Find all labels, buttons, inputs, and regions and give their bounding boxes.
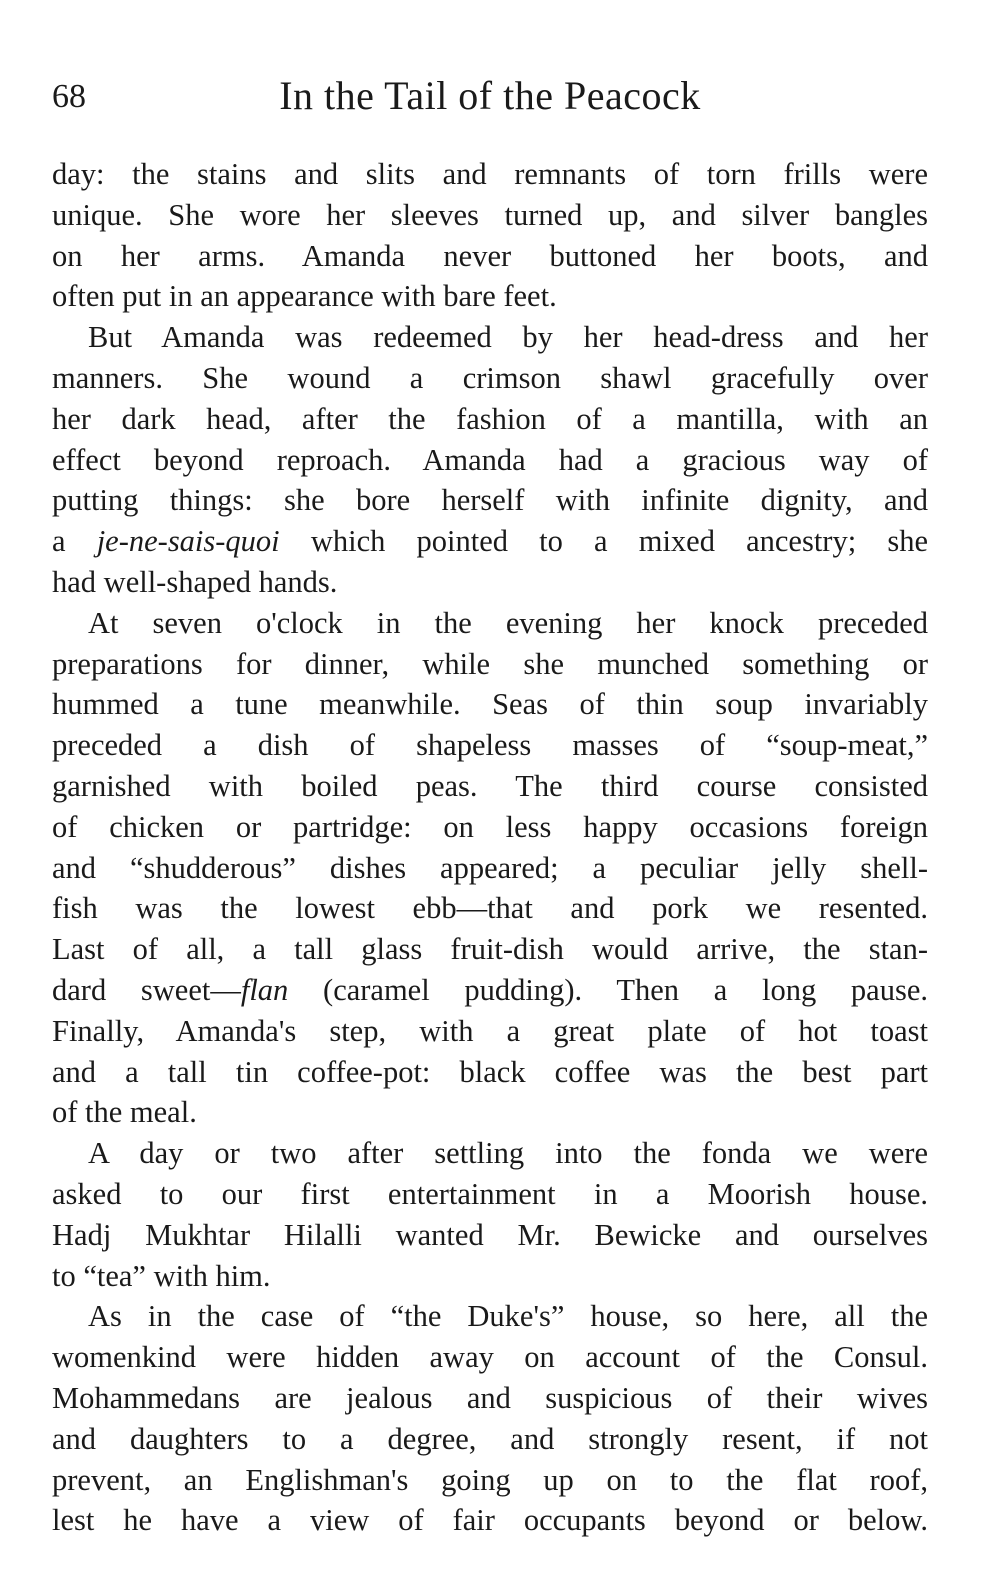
text-line bbox=[52, 1419, 928, 1460]
text-segment: Hadj Mukhtar Hilalli wanted Mr. Bewicke and ourselves bbox=[52, 1217, 928, 1252]
text-line bbox=[52, 1378, 928, 1419]
text-segment: lest he have a view of fair occupants beyond or below. bbox=[52, 1503, 928, 1538]
text-segment: Last of all, a tall glass fruit-dish would arrive, the stan- bbox=[52, 932, 928, 967]
text-segment: manners. She wound a crimson shawl gracefully over bbox=[52, 360, 928, 395]
text-line bbox=[52, 317, 928, 358]
text-segment: on her arms. Amanda never buttoned her boots, and bbox=[52, 238, 928, 273]
text-line bbox=[52, 807, 928, 848]
text-line bbox=[52, 848, 928, 889]
text-line bbox=[52, 1052, 928, 1093]
text-segment: to “tea” with him. bbox=[52, 1258, 271, 1293]
text-line bbox=[52, 1011, 928, 1052]
text-segment: As in the case of “the Duke's” house, so here, all the bbox=[88, 1299, 928, 1334]
italic-text: je-ne-sais-quoi bbox=[96, 524, 280, 559]
text-segment: But Amanda was redeemed by her head-dress and her bbox=[88, 320, 928, 355]
text-segment: prevent, an Englishman's going up on to the flat roof, bbox=[52, 1462, 928, 1497]
text-line bbox=[52, 276, 928, 317]
text-line bbox=[52, 644, 928, 685]
text-line bbox=[52, 1460, 928, 1501]
text-line bbox=[52, 1256, 928, 1297]
text-line bbox=[52, 1215, 928, 1256]
text-line bbox=[52, 236, 928, 277]
text-line bbox=[52, 1337, 928, 1378]
body-text bbox=[52, 154, 928, 1541]
text-segment: garnished with boiled peas. The third course consisted bbox=[52, 768, 928, 803]
text-line bbox=[52, 358, 928, 399]
text-line bbox=[52, 521, 928, 562]
text-segment: often put in an appearance with bare feet. bbox=[52, 279, 557, 314]
text-line bbox=[52, 684, 928, 725]
text-segment: A day or two after settling into the fonda we were bbox=[88, 1136, 928, 1171]
text-line bbox=[52, 154, 928, 195]
text-line bbox=[52, 1500, 928, 1541]
text-segment: effect beyond reproach. Amanda had a gracious way of bbox=[52, 442, 928, 477]
text-line bbox=[52, 603, 928, 644]
text-segment: Finally, Amanda's step, with a great plate of hot toast bbox=[52, 1013, 928, 1048]
text-segment: preparations for dinner, while she munched something or bbox=[52, 646, 928, 681]
text-line bbox=[52, 970, 928, 1011]
text-line bbox=[52, 1133, 928, 1174]
text-line bbox=[52, 562, 928, 603]
text-line bbox=[52, 1092, 928, 1133]
text-segment: At seven o'clock in the evening her knock preceded bbox=[88, 605, 928, 640]
text-segment: had well-shaped hands. bbox=[52, 564, 338, 599]
text-line bbox=[52, 766, 928, 807]
text-line bbox=[52, 929, 928, 970]
text-segment: dard sweet— bbox=[52, 972, 241, 1007]
text-segment: (caramel pudding). Then a long pause. bbox=[288, 972, 928, 1007]
text-segment: and a tall tin coffee-pot: black coffee was the best part bbox=[52, 1054, 928, 1089]
text-segment: hummed a tune meanwhile. Seas of thin soup invariably bbox=[52, 687, 928, 722]
text-line bbox=[52, 1296, 928, 1337]
text-line bbox=[52, 1174, 928, 1215]
italic-text: flan bbox=[240, 972, 289, 1007]
text-segment: fish was the lowest ebb—that and pork we resented. bbox=[52, 891, 928, 926]
text-line bbox=[52, 399, 928, 440]
page-number: 68 bbox=[52, 78, 86, 115]
text-segment: womenkind were hidden away on account of the Consul. bbox=[52, 1340, 928, 1375]
text-segment: asked to our first entertainment in a Moorish house. bbox=[52, 1176, 928, 1211]
text-segment: which pointed to a mixed ancestry; she bbox=[279, 524, 928, 559]
text-segment: her dark head, after the fashion of a mantilla, with an bbox=[52, 401, 928, 436]
text-segment: and daughters to a degree, and strongly resent, if not bbox=[52, 1421, 928, 1456]
text-segment: putting things: she bore herself with infinite dignity, and bbox=[52, 483, 928, 518]
text-segment: a bbox=[52, 524, 97, 559]
text-segment: of chicken or partridge: on less happy occasions foreign bbox=[52, 809, 928, 844]
text-segment: of the meal. bbox=[52, 1095, 197, 1130]
text-segment: preceded a dish of shapeless masses of “soup-meat,” bbox=[52, 728, 928, 763]
text-segment: and “shudderous” dishes appeared; a peculiar jelly shell- bbox=[52, 850, 928, 885]
text-line bbox=[52, 725, 928, 766]
text-line bbox=[52, 195, 928, 236]
text-segment: unique. She wore her sleeves turned up, and silver bangles bbox=[52, 197, 928, 232]
running-title: In the Tail of the Peacock bbox=[279, 73, 701, 118]
text-segment: Mohammedans are jealous and suspicious of their wives bbox=[52, 1380, 928, 1415]
text-line bbox=[52, 440, 928, 481]
text-line bbox=[52, 480, 928, 521]
text-line bbox=[52, 888, 928, 929]
text-segment: day: the stains and slits and remnants of torn frills were bbox=[52, 157, 928, 191]
